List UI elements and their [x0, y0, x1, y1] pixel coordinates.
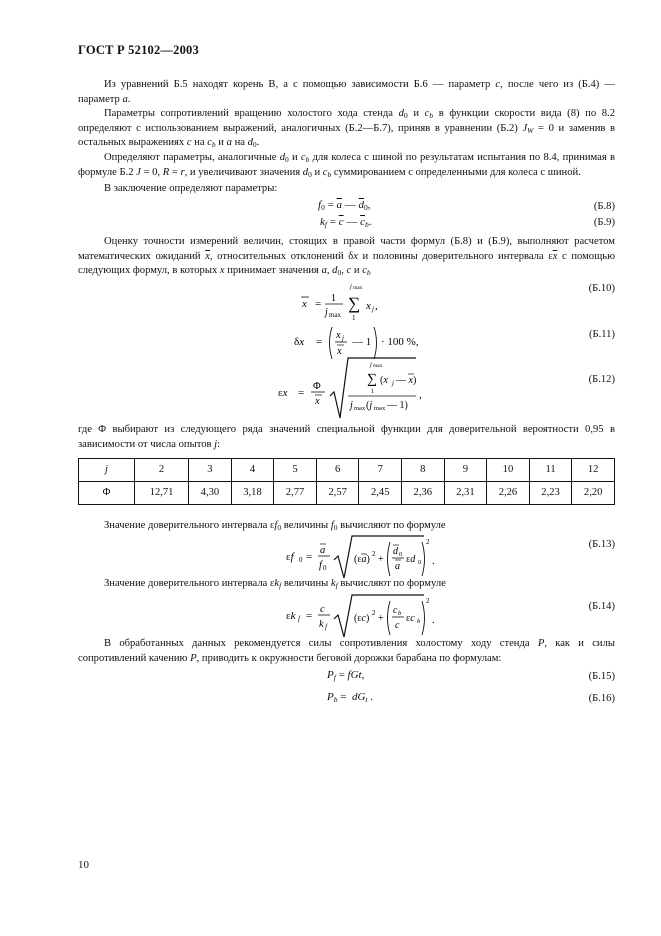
svg-text:j: j: [350, 283, 352, 290]
equation-number-b13: (Б.13): [588, 539, 615, 550]
svg-text:— 1): — 1): [387, 400, 408, 411]
table-cell: 10: [487, 459, 530, 482]
svg-text:(εa): (εa): [354, 554, 370, 565]
svg-text:j: j: [392, 379, 394, 387]
equation-number-b10: (Б.10): [588, 283, 615, 294]
svg-text:=: =: [315, 298, 322, 310]
svg-text:max: max: [374, 405, 386, 412]
svg-text:,: ,: [419, 389, 422, 401]
svg-text:a: a: [320, 545, 326, 556]
svg-text:0: 0: [399, 551, 403, 558]
svg-text:j: j: [342, 334, 344, 342]
svg-text:2: 2: [426, 597, 430, 605]
svg-text:1: 1: [331, 293, 336, 304]
svg-text:j: j: [370, 361, 372, 368]
equation-number-b8: (Б.8): [593, 201, 615, 212]
svg-text:=: =: [306, 610, 313, 622]
svg-text:εc: εc: [406, 613, 415, 624]
svg-text:c: c: [393, 605, 398, 616]
formula-b16: $P_b = dG_t$ .: [327, 691, 373, 704]
formula-b12: [278, 356, 438, 422]
paragraph-7: Значение доверительного интервала $\varepsilon f_0$ величины $f_0$ вычисляют по формуле: [104, 520, 446, 532]
table-cell: 2,36: [402, 482, 445, 505]
paragraph-2: Параметры сопротивлений вращению холостого хода стенда $d_0$ и $c_b$ в функции скорости вида (8) по 8.2 определяют с использованием выражений, аналогичных (Б.2—Б.7), приняв в уравнении (Б.2) $J_W = 0$ и заменив в остальных выражениях c на $c_b$ и a на $d_0$.: [78, 108, 616, 149]
svg-text:d: d: [393, 546, 398, 557]
svg-text:x: x: [336, 330, 341, 341]
svg-text:· 100 %,: · 100 %,: [381, 336, 419, 348]
svg-text:εk: εk: [286, 610, 296, 622]
paragraph-5: Оценку точности измерений величин, стоящих в правой части формул (Б.8) и (Б.9), выполняют расчетом математических ожиданий $\overline{x}$, относительных отклонений δx и половины доверительного интервала $\varepsilon\overline{x}$ с помощью следующих формул, в которых x принимает значения a, $d_0$, c и $c_b$: [78, 236, 616, 277]
svg-text:,: ,: [375, 300, 378, 312]
table-cell: 12: [572, 459, 615, 482]
phi-values-table: [78, 458, 615, 505]
svg-text:max: max: [329, 311, 342, 319]
svg-text:j: j: [350, 400, 353, 411]
table-row-j: [79, 459, 615, 482]
formula-b14: [286, 593, 436, 639]
formula-b8: $f_0 = \overline{a}$ — $\overline{d}_0$,: [318, 199, 371, 212]
svg-text:+: +: [378, 554, 384, 565]
svg-text:δx: δx: [294, 336, 305, 348]
table-cell: 8: [402, 459, 445, 482]
table-row-label: Φ: [79, 482, 135, 505]
paragraph-9: В обработанных данных рекомендуется силы сопротивления холостому ходу стенда P, как и силы сопротивлений качению P, приводить к окружности беговой дорожки барабана по формулам:: [78, 638, 616, 664]
equation-number-b11: (Б.11): [589, 329, 615, 340]
svg-text:1: 1: [352, 314, 356, 322]
paragraph-6: где Φ выбирают из следующего ряда значений специальной функции для доверительной вероятности 0,95 в зависимости от числа опытов j:: [78, 424, 615, 450]
svg-text:∑: ∑: [367, 372, 377, 387]
svg-text:x: x: [366, 300, 371, 312]
svg-text:εd: εd: [406, 554, 416, 565]
svg-text:.: .: [432, 555, 435, 567]
table-cell: 3,18: [231, 482, 274, 505]
svg-text:b: b: [417, 618, 421, 625]
svg-text:εf: εf: [286, 551, 294, 563]
svg-text:0: 0: [418, 559, 422, 566]
svg-text:1: 1: [371, 388, 375, 395]
formula-b15: $P_f$ = fGt,: [327, 669, 365, 682]
equation-number-b16: (Б.16): [588, 693, 615, 704]
svg-text:— x): — x): [396, 375, 417, 386]
table-cell: 2,77: [274, 482, 317, 505]
svg-text:k: k: [319, 619, 324, 630]
svg-text:(j: (j: [366, 400, 373, 411]
svg-text:=: =: [298, 387, 305, 399]
svg-text:f: f: [325, 623, 327, 631]
paragraph-4: В заключение определяют параметры:: [104, 183, 278, 194]
formula-b9: $k_f = \overline{c}$ — $\overline{c}_b$.: [320, 216, 372, 229]
table-cell: 11: [529, 459, 572, 482]
equation-number-b15: (Б.15): [588, 671, 615, 682]
paragraph-1: Из уравнений Б.5 находят корень В, а с помощью зависимости Б.6 — параметр c, после чего из (Б.4) — параметр a.: [78, 79, 615, 105]
document-header: ГОСТ Р 52102—2003: [78, 43, 199, 57]
table-cell: 6: [316, 459, 359, 482]
formula-b13: [286, 534, 436, 580]
table-row-phi: [79, 482, 615, 505]
svg-text:=: =: [316, 336, 323, 348]
svg-text:=: =: [306, 551, 313, 563]
table-cell: 12,71: [135, 482, 189, 505]
equation-number-b14: (Б.14): [588, 601, 615, 612]
svg-text:2: 2: [372, 550, 376, 558]
table-cell: 3: [189, 459, 232, 482]
svg-text:0: 0: [323, 564, 327, 572]
svg-text:f: f: [298, 615, 300, 623]
table-row-label: j: [79, 459, 135, 482]
table-cell: 4,30: [189, 482, 232, 505]
svg-text:x: x: [302, 298, 307, 310]
svg-text:j: j: [325, 307, 328, 318]
table-cell: 2,45: [359, 482, 402, 505]
table-cell: 7: [359, 459, 402, 482]
svg-text:max: max: [373, 363, 383, 369]
svg-text:2: 2: [426, 538, 430, 546]
svg-text:— 1: — 1: [352, 336, 372, 348]
svg-text:a: a: [395, 561, 400, 572]
table-cell: 2,57: [316, 482, 359, 505]
table-cell: 2,20: [572, 482, 615, 505]
svg-text:εx: εx: [278, 387, 288, 399]
paragraph-8: Значение доверительного интервала $\varepsilon k_f$ величины $k_f$ вычисляют по формуле: [104, 578, 446, 590]
table-cell: 4: [231, 459, 274, 482]
svg-text:.: .: [432, 614, 435, 626]
svg-text:x: x: [337, 346, 342, 357]
svg-text:j: j: [372, 305, 374, 313]
table-cell: 2,23: [529, 482, 572, 505]
svg-text:0: 0: [299, 556, 303, 564]
paragraph-3: Определяют параметры, аналогичные $d_0$ и $c_b$ для колеса с шиной по результатам испытания по 8.4, принимая в формуле Б.2 J = 0, R = r, и увеличивают значения $d_0$ и $c_b$ суммированием с определенными для колеса с шиной.: [78, 152, 615, 179]
table-cell: 2,26: [487, 482, 530, 505]
table-cell: 2: [135, 459, 189, 482]
svg-text:(x: (x: [380, 375, 388, 386]
table-cell: 5: [274, 459, 317, 482]
svg-text:f: f: [319, 560, 322, 571]
svg-text:+: +: [378, 613, 384, 624]
svg-text:Φ: Φ: [313, 381, 321, 392]
page-number: 10: [78, 859, 89, 871]
svg-text:b: b: [398, 610, 402, 617]
svg-text:(εc): (εc): [354, 613, 370, 624]
svg-text:max: max: [354, 405, 366, 412]
table-cell: 9: [444, 459, 487, 482]
svg-text:c: c: [395, 620, 400, 631]
svg-text:c: c: [320, 604, 325, 615]
svg-text:2: 2: [372, 609, 376, 617]
svg-text:∑: ∑: [348, 294, 361, 313]
svg-text:x: x: [315, 396, 320, 407]
table-cell: 2,31: [444, 482, 487, 505]
equation-number-b12: (Б.12): [588, 374, 615, 385]
svg-text:max: max: [353, 285, 363, 291]
equation-number-b9: (Б.9): [593, 217, 615, 228]
formula-b10: [300, 280, 390, 328]
